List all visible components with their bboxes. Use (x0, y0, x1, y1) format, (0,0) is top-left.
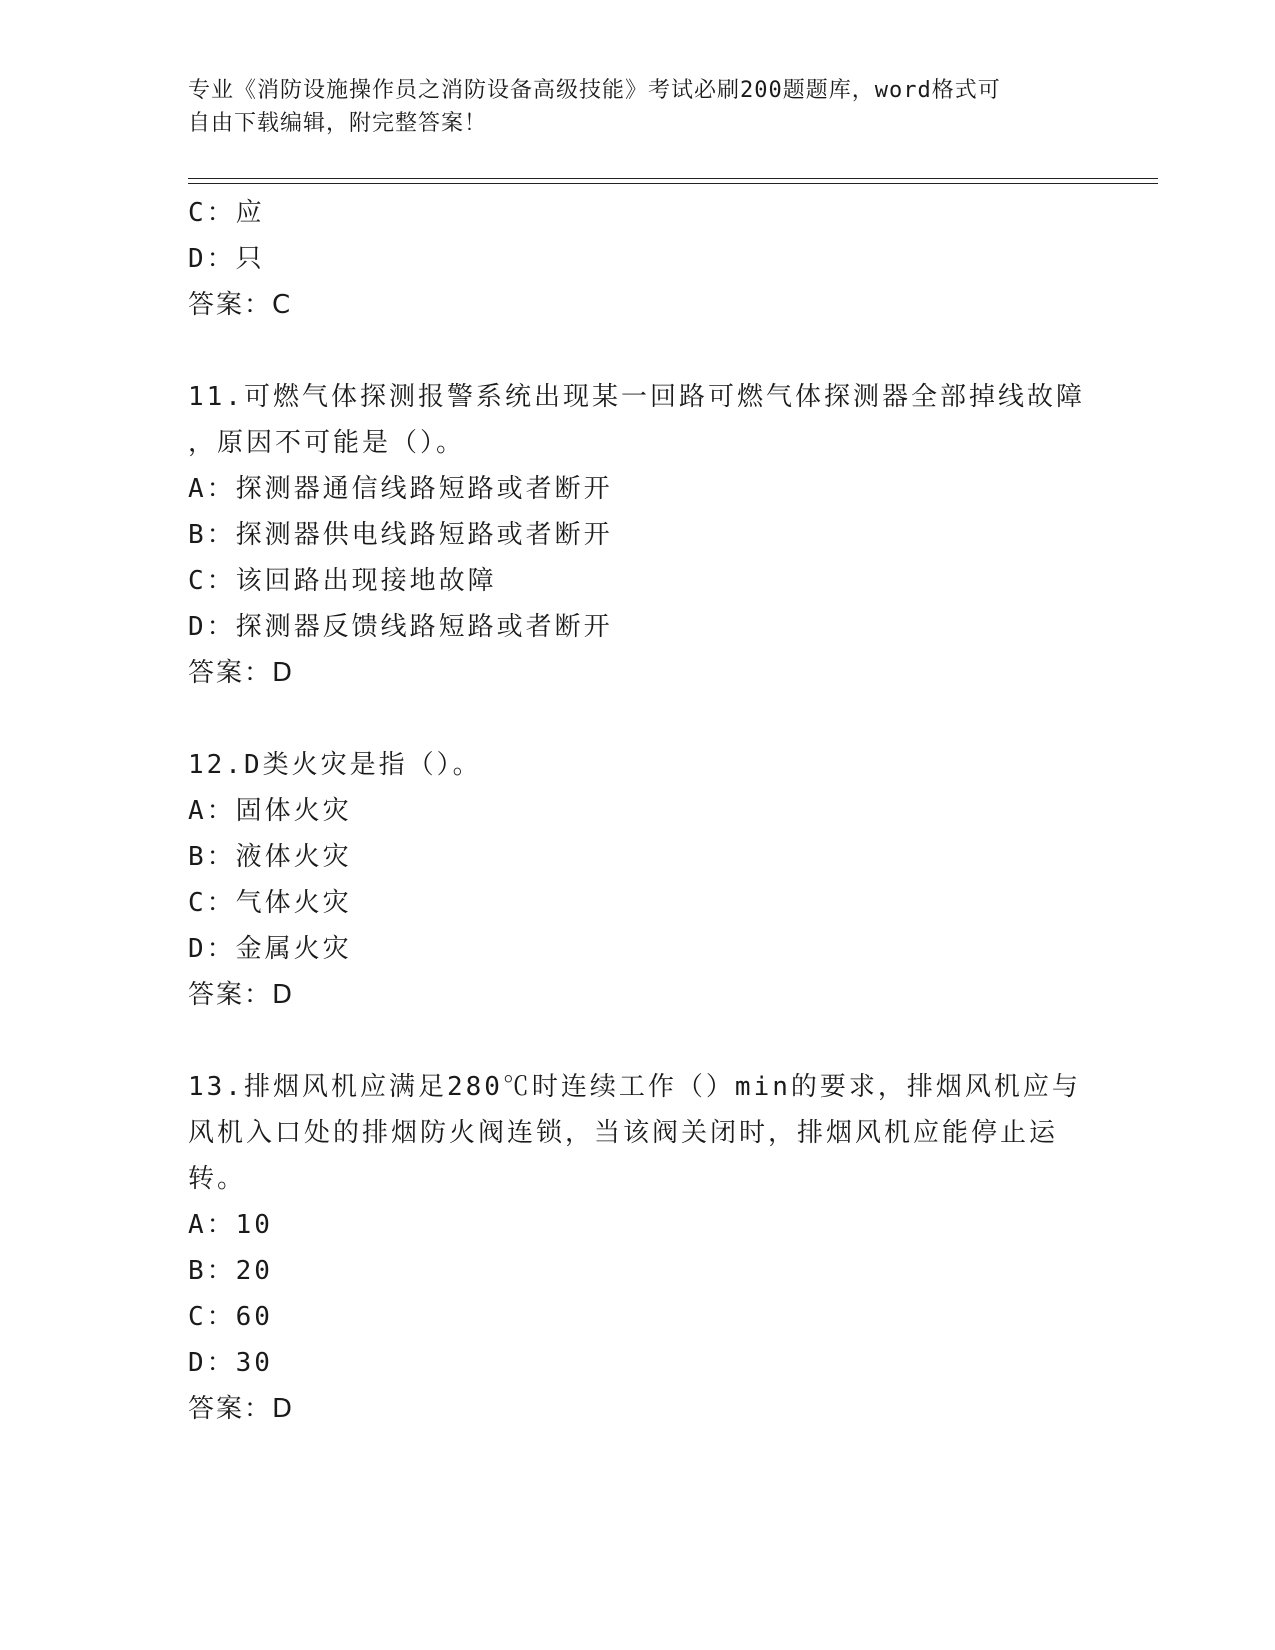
answer: 答案：C (188, 290, 293, 320)
option-d: D：金属火灾 (188, 934, 352, 964)
question-stem (188, 742, 1088, 788)
answer: 答案：D (188, 658, 295, 688)
document-header (188, 74, 1068, 140)
option-b: B：探测器供电线路短路或者断开 (188, 520, 613, 550)
question-12 (188, 742, 1088, 1018)
option-a: A：探测器通信线路短路或者断开 (188, 474, 613, 504)
spacer (188, 328, 1088, 374)
option-c: C：应 (188, 198, 265, 228)
header-divider-bottom (188, 183, 1158, 184)
header-line-2: 自由下载编辑，附完整答案！ (188, 111, 488, 136)
stem-line-3: 转。 (188, 1164, 247, 1194)
stem-line-1: 13.排烟风机应满足280℃时连续工作（）min的要求，排烟风机应与 (188, 1072, 1081, 1102)
document-body (188, 190, 1088, 1432)
spacer (188, 696, 1088, 742)
question-stem (188, 1064, 1088, 1202)
header-divider-top (188, 178, 1158, 179)
option-a: A：固体火灾 (188, 796, 352, 826)
option-b: B：液体火灾 (188, 842, 352, 872)
answer: 答案：D (188, 1394, 295, 1424)
question-11 (188, 374, 1088, 696)
option-b: B：20 (188, 1256, 273, 1286)
question-stem (188, 374, 1088, 466)
stem-line-1: 12.D类火灾是指（）。 (188, 750, 482, 780)
stem-line-2: 风机入口处的排烟防火阀连锁，当该阀关闭时，排烟风机应能停止运 (188, 1118, 1059, 1148)
option-d: D：只 (188, 244, 265, 274)
spacer (188, 1018, 1088, 1064)
stem-line-1: 11.可燃气体探测报警系统出现某一回路可燃气体探测器全部掉线故障 (188, 382, 1085, 412)
question-10-tail (188, 190, 1088, 328)
question-13 (188, 1064, 1088, 1432)
answer: 答案：D (188, 980, 295, 1010)
option-d: D：30 (188, 1348, 273, 1378)
header-line-1: 专业《消防设施操作员之消防设备高级技能》考试必刷200题题库，word格式可 (188, 78, 1001, 103)
option-d: D：探测器反馈线路短路或者断开 (188, 612, 613, 642)
option-c: C：60 (188, 1302, 273, 1332)
option-a: A：10 (188, 1210, 273, 1240)
option-c: C：气体火灾 (188, 888, 352, 918)
option-c: C：该回路出现接地故障 (188, 566, 497, 596)
stem-line-2: ，原因不可能是（）。 (188, 428, 466, 458)
